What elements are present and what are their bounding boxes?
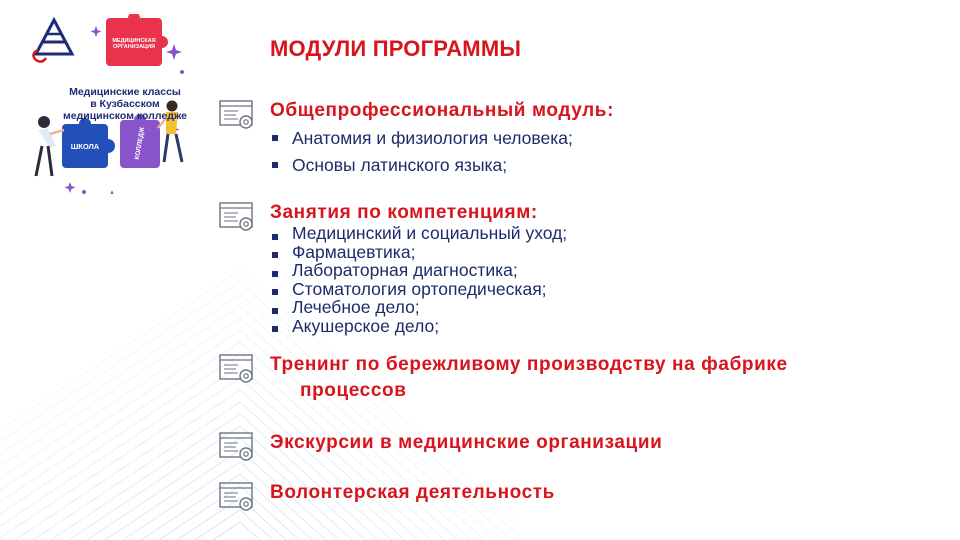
section-heading: Волонтерская деятельность: [270, 482, 555, 503]
bullet-list: [270, 125, 573, 179]
bullet-icon: [272, 252, 278, 258]
list-item-text: Анатомия и физиология человека;: [292, 128, 573, 148]
page-title: МОДУЛИ ПРОГРАММЫ: [270, 36, 522, 61]
puzzle-school-label: ШКОЛА: [70, 142, 100, 151]
document-gear-icon: [218, 100, 256, 132]
person-left-icon: [36, 116, 64, 176]
list-item: [270, 224, 567, 243]
section-heading: Общепрофессиональный модуль:: [270, 100, 615, 121]
list-item-text: Акушерское дело;: [292, 315, 440, 336]
list-item-text: Лечебное дело;: [292, 297, 420, 317]
bullet-icon: [272, 326, 278, 332]
section-heading-line: процессов: [300, 380, 407, 401]
bullet-icon: [272, 308, 278, 314]
college-emblem-icon: [33, 20, 72, 62]
logo-caption-line: в Кузбасском: [90, 98, 160, 110]
section-heading: [270, 352, 788, 404]
background-line: [195, 510, 273, 540]
section-heading: Занятия по компетенциям:: [270, 202, 538, 223]
background-line: [33, 402, 392, 540]
list-item: [270, 280, 567, 299]
list-item: [270, 243, 567, 262]
list-item-text: Лабораторная диагностика;: [292, 260, 518, 280]
logo-caption-line: Медицинские классы: [69, 86, 181, 98]
list-item-text: Медицинский и социальный уход;: [292, 223, 568, 243]
document-gear-icon: [218, 482, 256, 514]
list-item-text: Основы латинского языка;: [292, 155, 508, 175]
bullet-icon: [272, 162, 278, 168]
list-item: [270, 261, 567, 280]
bullet-icon: [272, 271, 278, 277]
document-gear-icon: [218, 432, 256, 464]
list-item: [270, 298, 567, 317]
document-gear-icon: [218, 202, 256, 234]
bullet-list: [270, 224, 567, 335]
section-heading: Экскурсии в медицинские организации: [270, 432, 663, 453]
list-item: [270, 125, 573, 152]
list-item: [270, 152, 573, 179]
puzzle-college-label: КОЛЛЕДЖ: [133, 126, 147, 161]
bullet-icon: [272, 135, 278, 141]
list-item-text: Фармацевтика;: [292, 241, 416, 262]
background-line: [213, 522, 260, 540]
bullet-icon: [272, 289, 278, 295]
document-gear-icon: [218, 354, 256, 386]
list-item: [270, 317, 567, 336]
section-heading-line: Тренинг по бережливому производству на фабрике: [270, 354, 788, 375]
logo: [24, 14, 194, 194]
bullet-icon: [272, 234, 278, 240]
puzzle-organization-label: МЕДИЦИНСКАЯ ОРГАНИЗАЦИЯ: [112, 38, 156, 50]
list-item-text: Стоматология ортопедическая;: [292, 278, 547, 299]
logo-caption-line: медицинском колледже: [62, 110, 188, 122]
logo-caption: [60, 86, 190, 122]
